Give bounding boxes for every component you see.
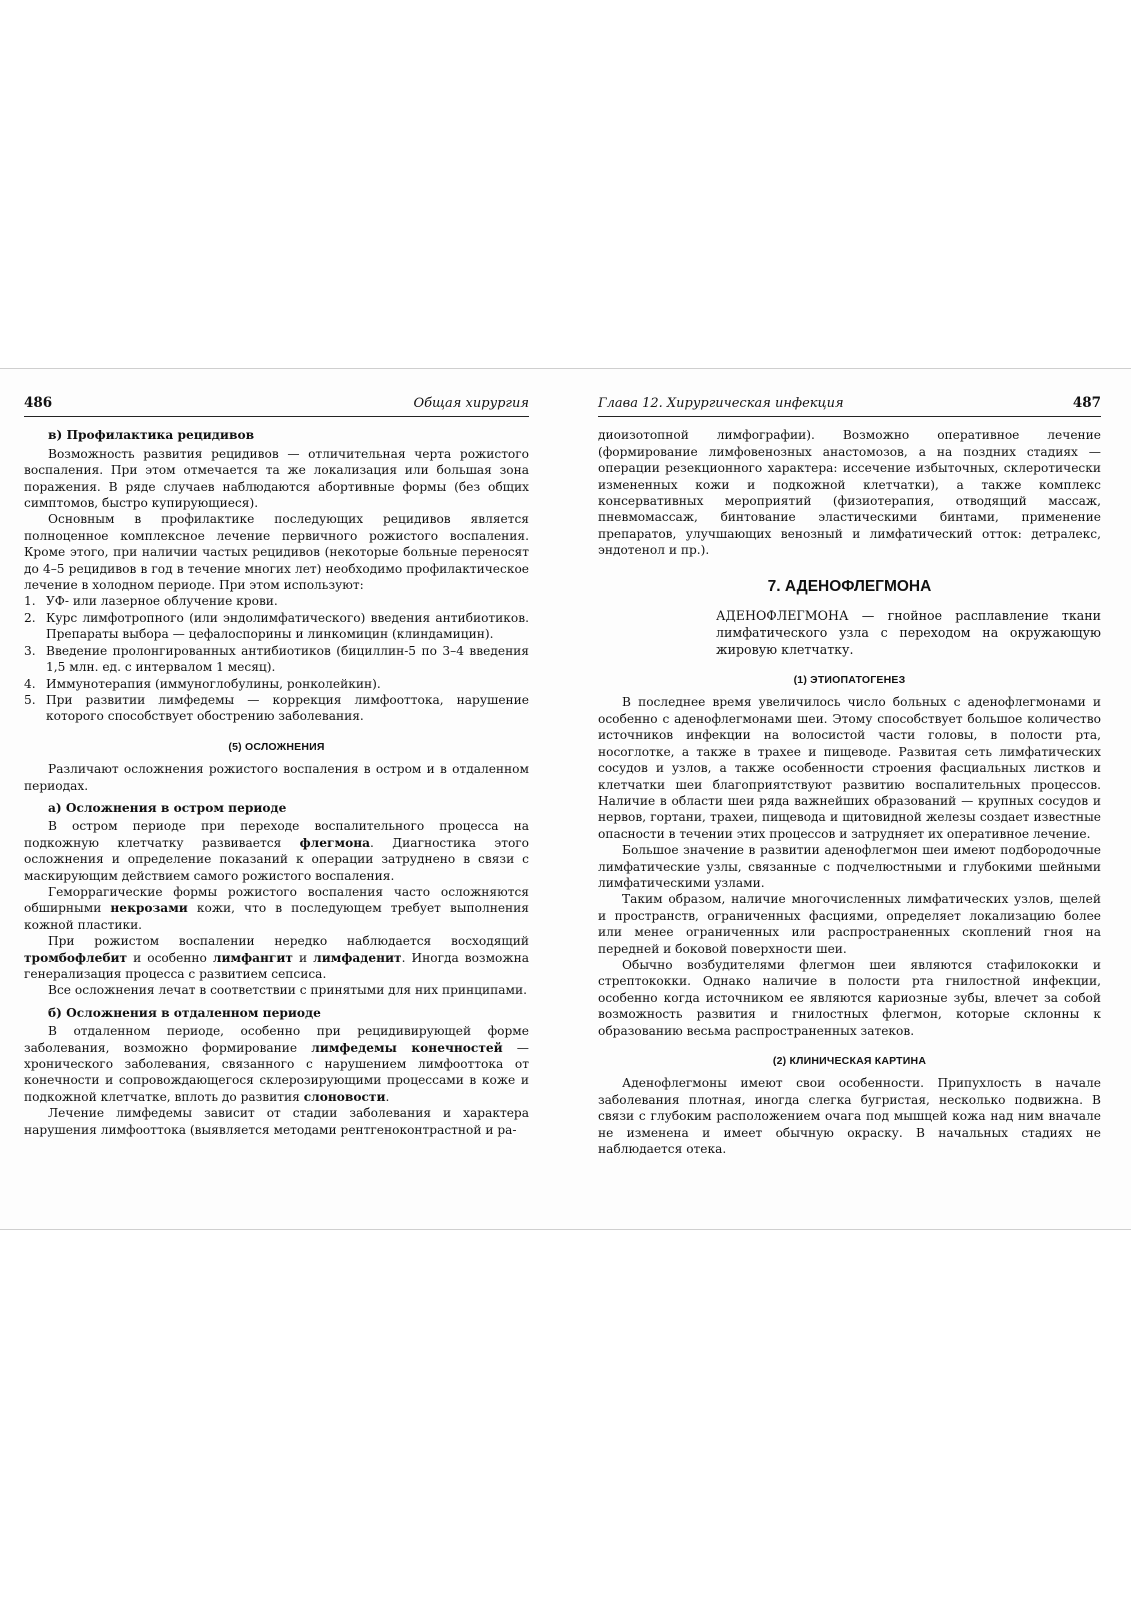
paragraph: Возможность развития рецидивов — отличительная черта рожистого воспаления. При этом отмечается та же локализация или большая зона поражения. В ряде случаев наблюдаются абортивные формы (без общих симптомов, быстро купирующиеся). [24,446,529,511]
paragraph: Лечение лимфедемы зависит от стадии заболевания и характера нарушения лимфооттока (выявляется методами рентгеноконтрастной и ра- [24,1106,529,1137]
section-title-prevention: в) Профилактика рецидивов [48,428,255,443]
chapter-title: 7. АДЕНОФЛЕГМОНА [767,577,932,595]
section-title-complications: (5) ОСЛОЖНЕНИЯ [228,740,325,753]
right-page-number: 487 [1072,395,1101,411]
list-item: 1. УФ- или лазерное облучение крови. [24,594,278,609]
subsection-title-remote: б) Осложнения в отдаленном периоде [48,1005,321,1020]
prevention-list [24,593,529,724]
paragraph: В остром периоде при переходе воспалительного процесса на подкожную клетчатку развивается флегмона. Диагностика этого осложнения и определение показаний к операции затруднено в связи с маскирующим действием самого рожистого воспаления. [24,819,530,883]
left-running-header [24,395,529,417]
paragraph: При рожистом воспалении нередко наблюдается восходящий тромбофлебит и особенно лимфангит и лимфаденит. Иногда возможна генерализация процесса с развитием сепсиса. [24,934,529,981]
paragraph: Обычно возбудителями флегмон шеи являются стафилококки и стрептококки. Однако наличие в полости рта гнилостной инфекции, особенно когда источником ее являются кариозные зубы, влечет за собой возможность развития и гнилостных флегмон, которые склонны к образованию весьма распространенных затеков. [598,957,1101,1038]
paragraph: Основным в профилактике последующих рецидивов является полноценное комплексное лечение первичного рожистого воспаления. Кроме этого, при наличии частых рецидивов (некоторые больные переносят до 4–5 рецидивов в год в течение многих лет) необходимо профилактическое лечение в холодном периоде. При этом используют: [24,512,529,593]
paragraph: Таким образом, наличие многочисленных лимфатических узлов, щелей и пространств, ограниченных фасциями, определяет локализацию более или менее ограниченных или распространенных скоплений гноя на передней и боковой поверхности шеи. [598,892,1101,956]
right-page [598,395,1101,1157]
paragraph: Различают осложнения рожистого воспаления в остром и в отдаленном периодах. [24,762,529,793]
list-item: 2. Курс лимфотропного (или эндолимфатического) введения антибиотиков. Препараты выбора — цефалоспорины и линкомицин (клиндамицин). [24,610,529,642]
section-title-clinical-picture: (2) КЛИНИЧЕСКАЯ КАРТИНА [772,1055,927,1067]
paragraph: Геморрагические формы рожистого воспаления часто осложняются обширными некрозами кожи, что в последующем требует выполнения кожной пластики. [24,884,529,932]
list-item: 4. Иммунотерапия (иммуноглобулины, ронколейкин). [24,676,381,691]
left-running-title: Общая хирургия [413,396,529,411]
section-title-etiopathogenesis: (1) ЭТИОПАТОГЕНЕЗ [793,674,906,687]
right-running-title: Глава 12. Хирургическая инфекция [598,396,844,411]
left-page [24,395,529,1138]
paragraph: Все осложнения лечат в соответствии с принятыми для них принципами. [48,983,527,998]
left-page-number: 486 [24,395,53,411]
definition: АДЕНОФЛЕГМОНА — гнойное расплавление ткани лимфатического узла с переходом на окружающую жировую клетчатку. [716,608,1101,658]
list-item: 3. Введение пролонгированных антибиотиков (бициллин-5 по 3–4 введения 1,5 млн. ед. с интервалом 1 месяц). [24,643,529,675]
subsection-title-acute: а) Осложнения в остром периоде [48,800,287,815]
paragraph: В последнее время увеличилось число больных с аденофлегмонами и особенно с аденофлегмонами шеи. Этому способствует большое количество источников инфекции на волосистой части головы, в полости рта, носоглотке, а также в трахее и пищеводе. Развитая сеть лимфатических сосудов и узлов, а также особенности строения фасциальных листков и клетчатки шеи благоприятствуют развитию воспалительных процессов. Наличие в области шеи ряда важнейших образований — крупных сосудов и нервов, гортани, трахеи, пищевода и щитовидной железы создает известные опасности в течении этих процессов и затрудняет их оперативное лечение. [598,695,1101,841]
paragraph: диоизотопной лимфографии). Возможно оперативное лечение (формирование лимфовенозных анастомозов, а на поздних стадиях — операции резекционного характера: иссечение избыточных, склеротически измененных кожи и подкожной клетчатки), а также комплекс консервативных мероприятий (физиотерапия, отводящий массаж, пневмомассаж, бинтование эластическими бинтами, применение препаратов, улучшающих венозный и лимфатический отток: детралекс, эндотенол и пр.). [598,428,1101,558]
paragraph: Аденофлегмоны имеют свои особенности. Припухлость в начале заболевания плотная, иногда слегка бугристая, несколько подвижна. В связи с глубоким расположением очага под мышцей кожа над ним вначале не изменена и имеет обычную окраску. В начальных стадиях не наблюдается отека. [598,1076,1101,1157]
paragraph: В отдаленном периоде, особенно при рецидивирующей форме заболевания, возможно формирование лимфедемы конечностей — хронического заболевания, связанного с нарушением лимфооттока от конечности и сопровождающегося склерозирующими процессами в коже и подкожной клетчатке, вплоть до развития слоновости. [24,1024,529,1104]
list-item: 5. При развитии лимфедемы — коррекция лимфооттока, нарушение которого способствует обострению заболевания. [24,692,529,724]
right-running-header [598,395,1101,417]
paragraph: Большое значение в развитии аденофлегмон шеи имеют подбородочные лимфатические узлы, связанные с подчелюстными и глубокими шейными лимфатическими узлами. [598,843,1101,890]
